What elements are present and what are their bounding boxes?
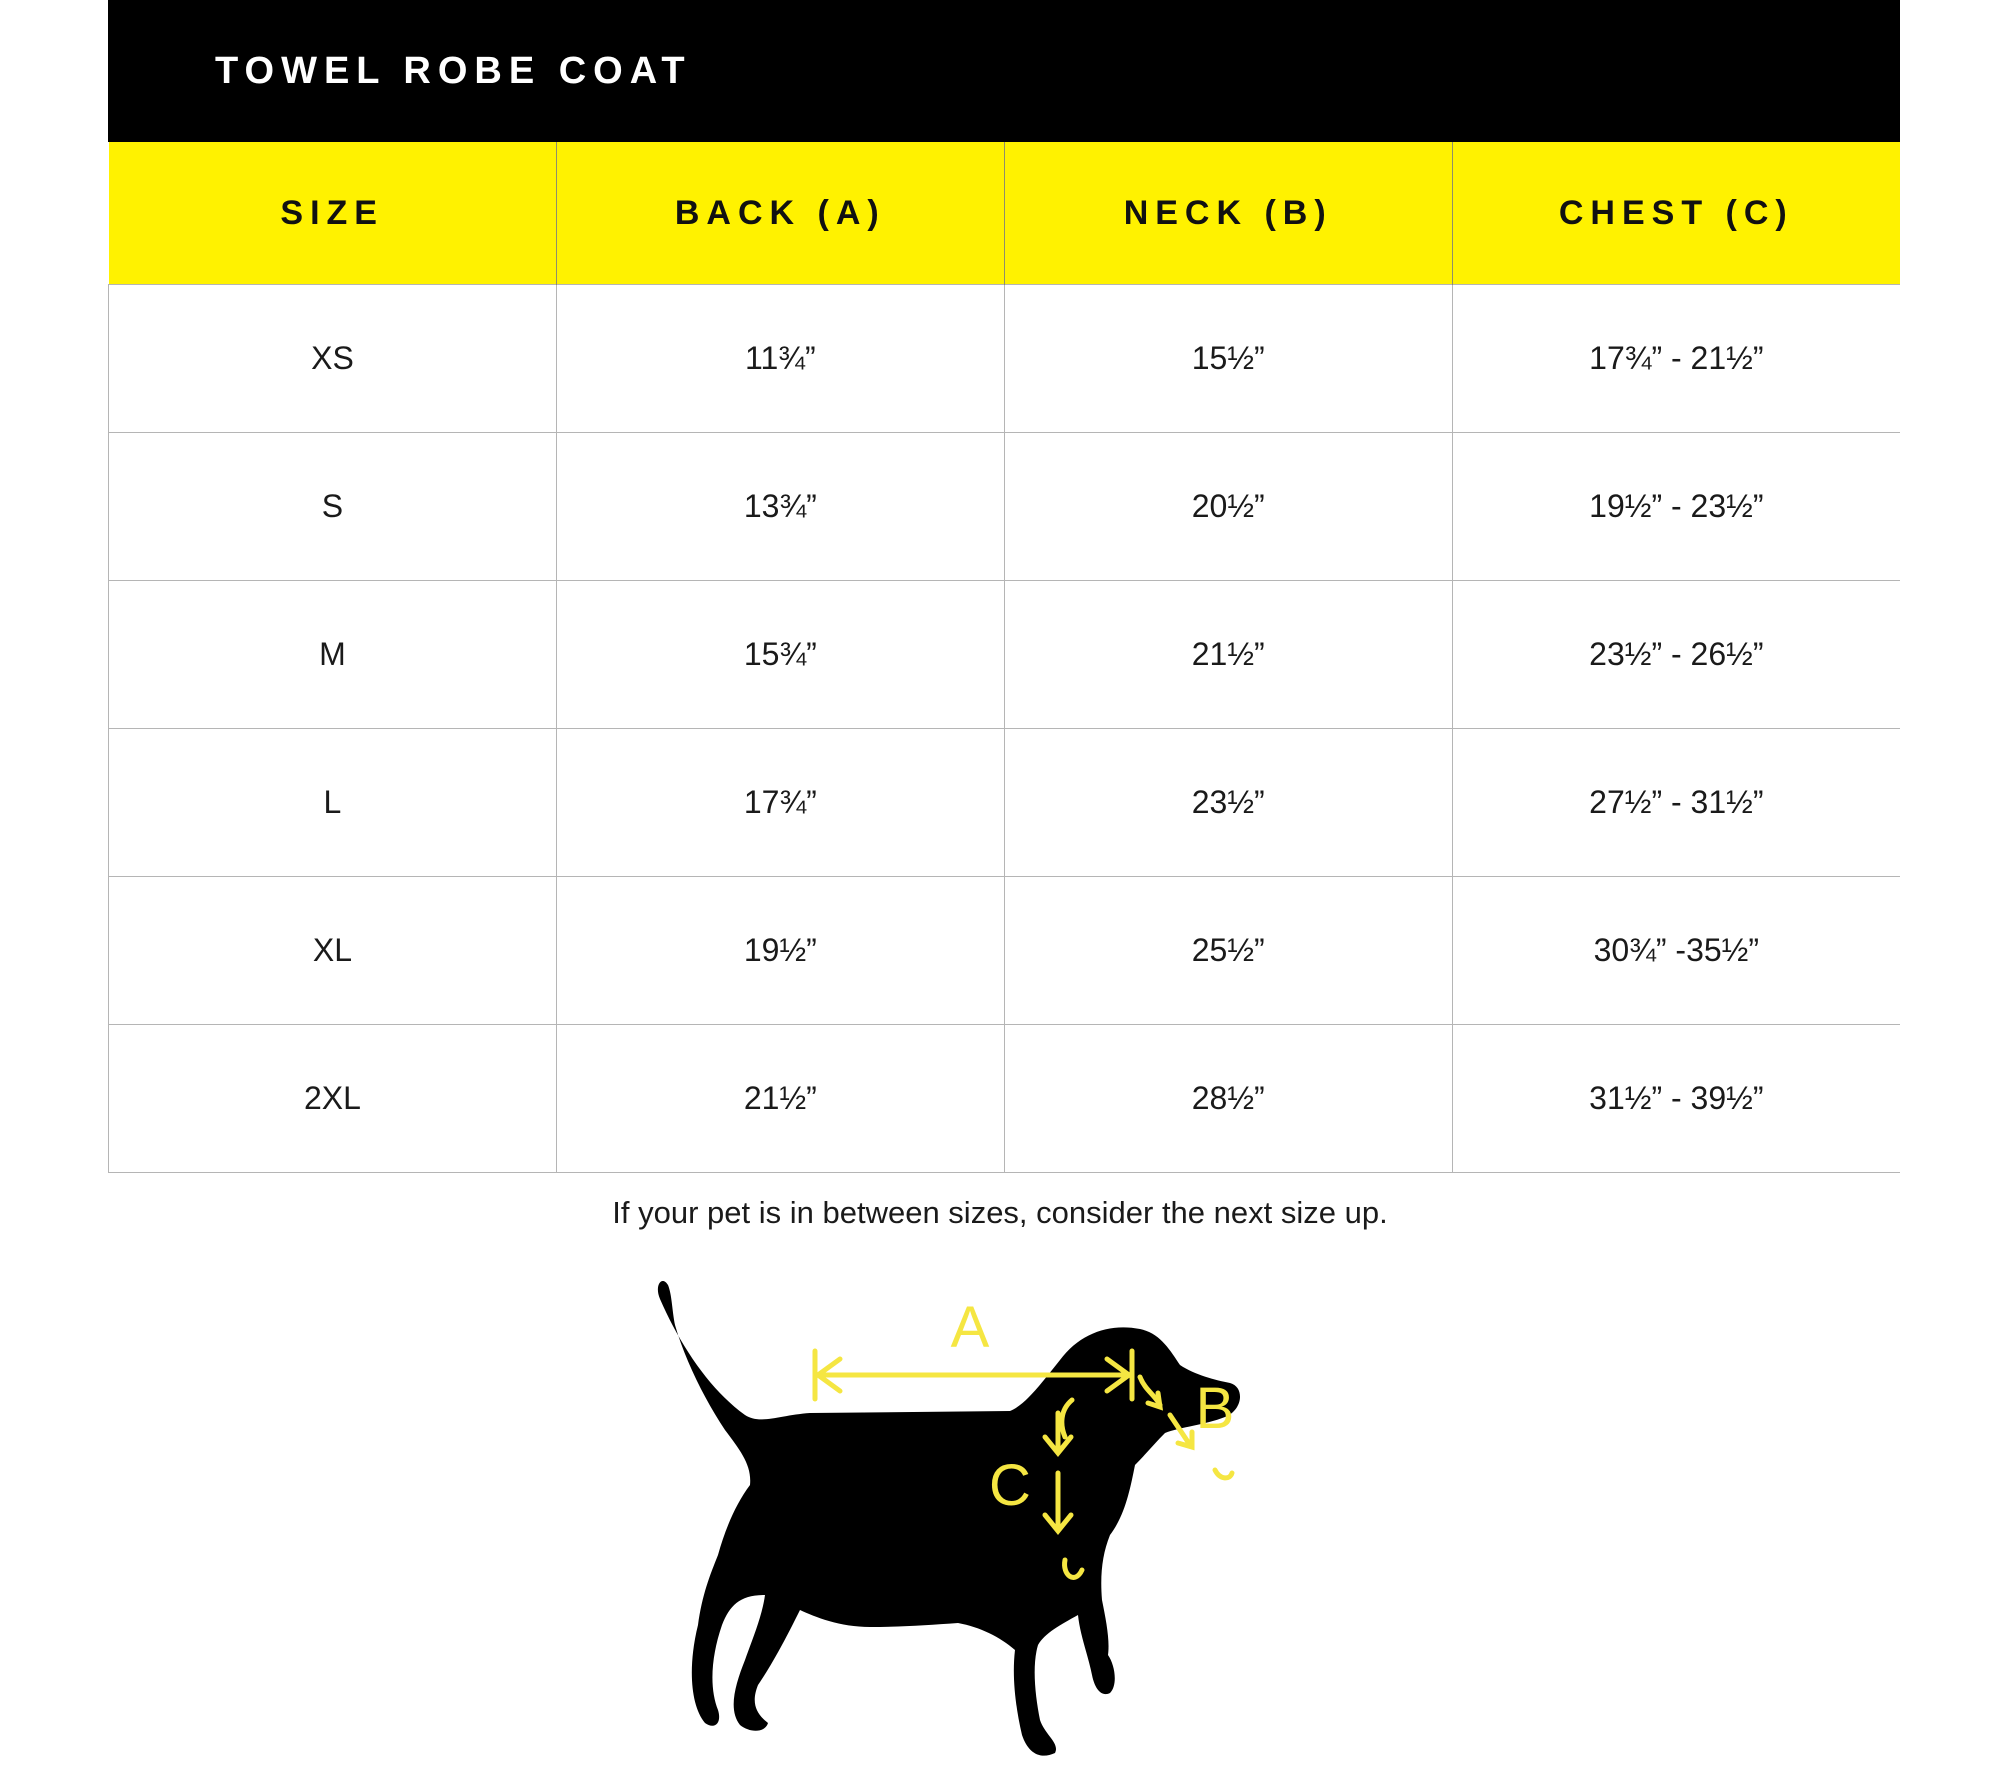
column-header-neck: NECK (B) [1004, 142, 1452, 285]
chest-cell: 31½” - 39½” [1452, 1025, 1900, 1173]
table-row [109, 1025, 1901, 1173]
neck-cell: 20½” [1004, 433, 1452, 581]
back-cell: 17¾” [556, 729, 1004, 877]
header-row [109, 142, 1901, 285]
size-cell: 2XL [109, 1025, 557, 1173]
column-header-back: BACK (A) [556, 142, 1004, 285]
size-cell: S [109, 433, 557, 581]
measurement-diagram [640, 1265, 1360, 1765]
size-cell: XS [109, 285, 557, 433]
sizing-note: If your pet is in between sizes, consider the next size up. [612, 1195, 1388, 1230]
table-row [109, 285, 1901, 433]
neck-cell: 15½” [1004, 285, 1452, 433]
back-cell: 11¾” [556, 285, 1004, 433]
size-chart [108, 0, 1900, 1173]
column-header-chest: CHEST (C) [1452, 142, 1900, 285]
label-c: C [989, 1453, 1031, 1518]
back-cell: 15¾” [556, 581, 1004, 729]
table-row [109, 877, 1901, 1025]
size-cell: M [109, 581, 557, 729]
size-cell: XL [109, 877, 557, 1025]
size-table [108, 142, 1900, 1173]
neck-cell: 23½” [1004, 729, 1452, 877]
table-row [109, 581, 1901, 729]
back-cell: 19½” [556, 877, 1004, 1025]
size-cell: L [109, 729, 557, 877]
dog-silhouette-icon [658, 1281, 1240, 1756]
label-a: A [950, 1295, 990, 1360]
dog-silhouette-diagram [640, 1265, 1360, 1765]
label-b: B [1195, 1376, 1235, 1441]
neck-cell: 21½” [1004, 581, 1452, 729]
column-header-size: SIZE [109, 142, 557, 285]
back-cell: 21½” [556, 1025, 1004, 1173]
chart-title: TOWEL ROBE COAT [108, 0, 1900, 142]
neck-cell: 28½” [1004, 1025, 1452, 1173]
table-row [109, 729, 1901, 877]
chest-cell: 19½” - 23½” [1452, 433, 1900, 581]
neck-cell: 25½” [1004, 877, 1452, 1025]
chest-cell: 27½” - 31½” [1452, 729, 1900, 877]
chest-cell: 30¾” -35½” [1452, 877, 1900, 1025]
back-cell: 13¾” [556, 433, 1004, 581]
table-row [109, 433, 1901, 581]
chest-cell: 17¾” - 21½” [1452, 285, 1900, 433]
chest-cell: 23½” - 26½” [1452, 581, 1900, 729]
